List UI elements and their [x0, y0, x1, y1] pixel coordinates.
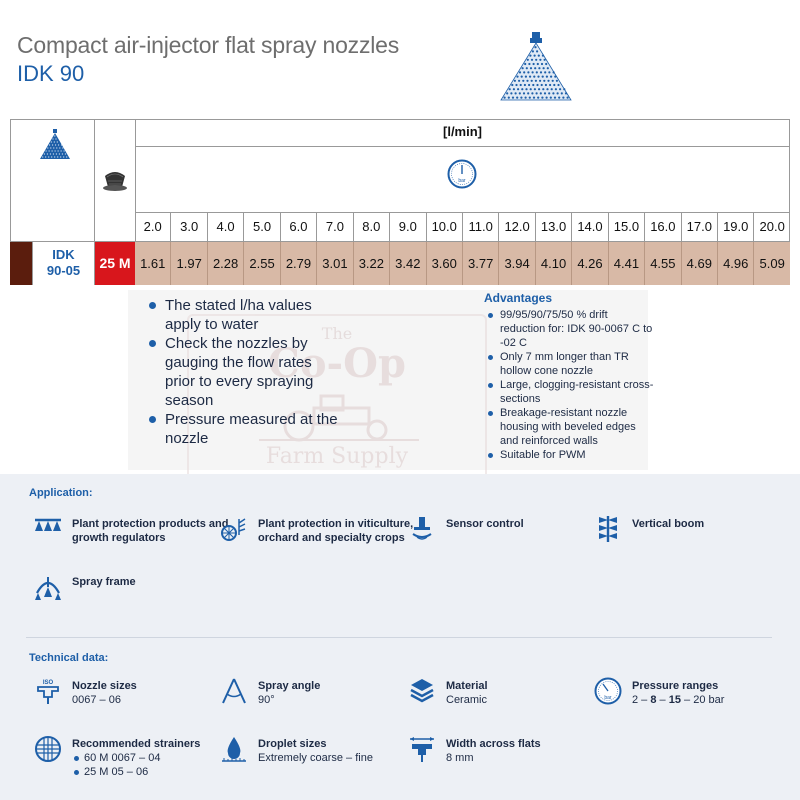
- tech-value: Extremely coarse – fine: [258, 752, 373, 764]
- page-title: Compact air-injector flat spray nozzles: [17, 32, 400, 58]
- list-item: 25 M 05 – 06: [72, 765, 242, 779]
- pressure-cell: 10.0: [426, 213, 462, 241]
- flow-value-cell: 4.10: [535, 242, 571, 285]
- flow-value-cell: 5.09: [753, 242, 789, 285]
- application-label: Vertical boom: [632, 518, 705, 530]
- flow-value-cell: 3.60: [426, 242, 462, 285]
- list-item: 60 M 0067 – 04: [72, 751, 242, 765]
- flow-values: [135, 242, 790, 285]
- pressure-cell: 4.0: [207, 213, 243, 241]
- nozzle-color-swatch: [10, 242, 33, 285]
- boom-spray-icon: [34, 515, 62, 543]
- pressure-cell: 7.0: [316, 213, 352, 241]
- value-part: – 20 bar: [680, 694, 725, 706]
- flow-unit-label: [l/min]: [443, 124, 482, 139]
- value-part: 2 –: [632, 694, 651, 706]
- list-item: Only 7 mm longer than TR hollow cone nozzle: [484, 350, 654, 378]
- pressure-cell: 19.0: [717, 213, 753, 241]
- list-item: Large, clogging-resistant cross-sections: [484, 378, 654, 406]
- flow-value-cell: 3.22: [353, 242, 389, 285]
- tech-value: 0067 – 06: [72, 694, 121, 706]
- flow-value-cell: 1.61: [140, 256, 166, 271]
- pressure-cell: 14.0: [571, 213, 607, 241]
- pressure-cell: 6.0: [280, 213, 316, 241]
- page-subtitle: IDK 90: [17, 61, 85, 86]
- spray-fan-icon: [38, 129, 72, 161]
- tech-value: 8 mm: [446, 752, 474, 764]
- application-label: Sensor control: [446, 518, 524, 530]
- pressure-cell: 15.0: [608, 213, 644, 241]
- flow-value-cell: 4.69: [681, 242, 717, 285]
- strainer-badge: 25 M: [95, 242, 135, 285]
- list-item: Check the nozzles by gauging the flow rates prior to every spraying season: [143, 334, 343, 410]
- value-part: –: [656, 694, 669, 706]
- notes-list: [143, 296, 343, 448]
- icon-text: ISO: [42, 680, 54, 686]
- flow-value-cell: 2.55: [243, 242, 279, 285]
- application-label: Spray frame: [72, 576, 136, 588]
- nozzle-code: [33, 242, 95, 285]
- sensor-icon: [408, 515, 436, 543]
- flow-value-cell: 4.55: [644, 242, 680, 285]
- table-divider: [135, 146, 790, 147]
- flow-value-cell: 2.79: [280, 242, 316, 285]
- tech-value: 90°: [258, 694, 275, 706]
- spray-fan-icon: [497, 32, 575, 104]
- vertical-boom-icon: [594, 515, 622, 543]
- flow-value-cell: 4.26: [571, 242, 607, 285]
- application-label: Plant protection products and growth regulators: [72, 518, 229, 544]
- nozzle-code-line: 90-05: [46, 263, 81, 278]
- tech-value: [632, 693, 800, 707]
- flow-value-cell: 4.41: [608, 242, 644, 285]
- flow-value-cell: 3.01: [316, 242, 352, 285]
- list-item: Breakage-resistant nozzle housing with beveled edges and reinforced walls: [484, 406, 654, 448]
- flow-value-cell: 3.42: [389, 242, 425, 285]
- pressure-cell: 2.0: [143, 219, 162, 234]
- pressure-cell: 5.0: [243, 213, 279, 241]
- watermark-text: Farm Supply: [265, 444, 409, 469]
- application-title: Application:: [29, 487, 93, 499]
- flow-value-cell: 3.77: [462, 242, 498, 285]
- value-part: 8: [650, 694, 657, 706]
- pressure-cell: 9.0: [389, 213, 425, 241]
- tech-label: Recommended strainers: [72, 738, 201, 750]
- strainer-list: [72, 751, 242, 779]
- orchard-sprayer-icon: [220, 515, 248, 543]
- list-item: Pressure measured at the nozzle: [143, 410, 343, 448]
- flow-value-cell: 4.96: [717, 242, 753, 285]
- advantages-block: [484, 291, 654, 462]
- list-item: Suitable for PWM: [484, 448, 654, 462]
- nozzle-size-icon: [34, 677, 62, 705]
- header: [17, 32, 399, 87]
- value-part: 15: [668, 694, 681, 706]
- pressure-cell: 20.0: [753, 213, 789, 241]
- icon-text: bar: [604, 695, 612, 701]
- tech-value: Ceramic: [446, 694, 487, 706]
- pressure-gauge-icon: [594, 677, 622, 705]
- flow-value-cell: 3.94: [498, 242, 534, 285]
- advantages-title: Advantages: [484, 291, 553, 305]
- pressure-cell: 8.0: [353, 213, 389, 241]
- pressure-header-row: [135, 213, 790, 241]
- pressure-cell: 13.0: [535, 213, 571, 241]
- tech-label: Droplet sizes: [258, 738, 327, 750]
- pressure-cell: 12.0: [498, 213, 534, 241]
- table-divider: [94, 119, 95, 242]
- spray-frame-icon: [34, 573, 62, 601]
- strainer-icon: [100, 170, 130, 192]
- watermark-text: The: [321, 324, 353, 343]
- gauge-unit-label: bar: [458, 178, 466, 184]
- application-label: Plant protection in viticulture, orchard and specialty crops: [258, 518, 414, 544]
- pressure-cell: 11.0: [462, 213, 498, 241]
- tech-label: Nozzle sizes: [72, 680, 137, 692]
- nozzle-code-line: IDK: [52, 247, 75, 262]
- tech-label: Spray angle: [258, 680, 321, 692]
- spray-angle-icon: [220, 677, 248, 705]
- section-divider: [26, 637, 772, 638]
- list-item: 99/95/90/75/50 % drift reduction for: IDK 90-0067 C to -02 C: [484, 308, 654, 350]
- table-row: [10, 242, 790, 285]
- technical-title: Technical data:: [29, 652, 109, 664]
- list-item: The stated l/ha values apply to water: [143, 296, 343, 334]
- flow-value-cell: 2.28: [207, 242, 243, 285]
- material-layers-icon: [408, 677, 436, 705]
- strainer-mesh-icon: [34, 735, 62, 763]
- pressure-cell: 3.0: [170, 213, 206, 241]
- pressure-cell: 17.0: [681, 213, 717, 241]
- flow-value-cell: 1.97: [170, 242, 206, 285]
- pressure-gauge-icon: [447, 159, 477, 189]
- droplet-icon: [220, 735, 248, 763]
- tech-label: Pressure ranges: [632, 680, 719, 692]
- watermark-text: Co-Op: [268, 340, 406, 387]
- width-across-flats-icon: [408, 735, 436, 763]
- pressure-cell: 16.0: [644, 213, 680, 241]
- tech-label: Material: [446, 680, 488, 692]
- tech-label: Width across flats: [446, 738, 541, 750]
